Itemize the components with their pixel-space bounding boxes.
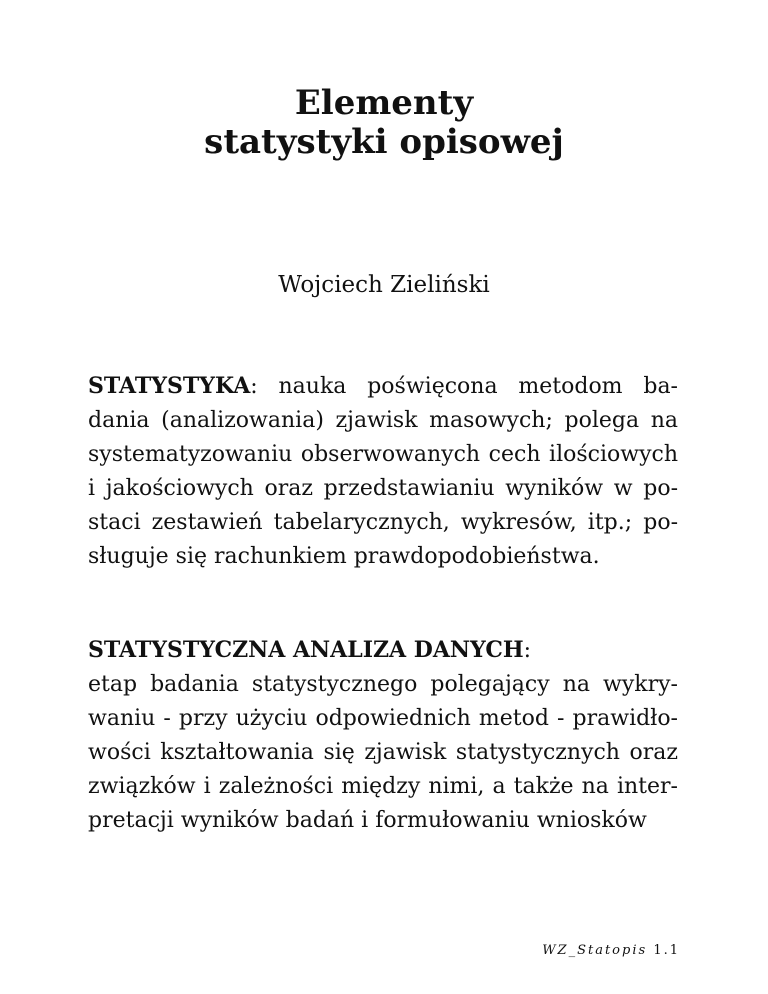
definition-text: :	[523, 638, 532, 663]
definition-statystyka	[88, 369, 678, 574]
document-title	[0, 84, 768, 162]
definition-term: STATYSTYCZNA ANALIZA DANYCH	[88, 637, 524, 663]
definition-line: sługuje się rachunkiem prawdopodobieństwa.	[88, 544, 600, 569]
definition-line: staci zestawień tabelarycznych, wykresów, itp.; po-	[88, 510, 678, 535]
definition-line	[88, 369, 678, 404]
definition-line: i jakościowych oraz przedstawianiu wyników w po-	[88, 476, 678, 501]
page-footer	[542, 943, 680, 958]
definition-line: pretacji wyników badań i formułowaniu wniosków	[88, 808, 647, 833]
title-line-1: Elementy	[294, 83, 474, 123]
page-number: 1.1	[653, 943, 680, 958]
definition-line: waniu - przy użyciu odpowiednich metod - prawidło-	[88, 706, 678, 731]
author-name: Wojciech Zieliński	[278, 272, 490, 298]
title-line-2: statystyki opisowej	[204, 122, 564, 162]
definition-term: STATYSTYKA	[88, 373, 251, 399]
definition-line: etap badania statystycznego polegający na wykry-	[88, 672, 678, 697]
definition-text: : nauka poświęcona metodom ba-	[250, 374, 678, 399]
footer-label: WZ_Statopis	[542, 943, 648, 958]
definition-line: systematyzowaniu obserwowanych cech ilościowych	[88, 442, 678, 467]
definition-statystyczna-analiza-danych	[88, 633, 678, 838]
definition-line: dania (analizowania) zjawisk masowych; polega na	[88, 408, 678, 433]
definition-line: wości kształtowania się zjawisk statystycznych oraz	[88, 740, 678, 765]
definition-line: związków i zależności między nimi, a także na inter-	[88, 774, 678, 799]
definition-line	[88, 633, 678, 668]
